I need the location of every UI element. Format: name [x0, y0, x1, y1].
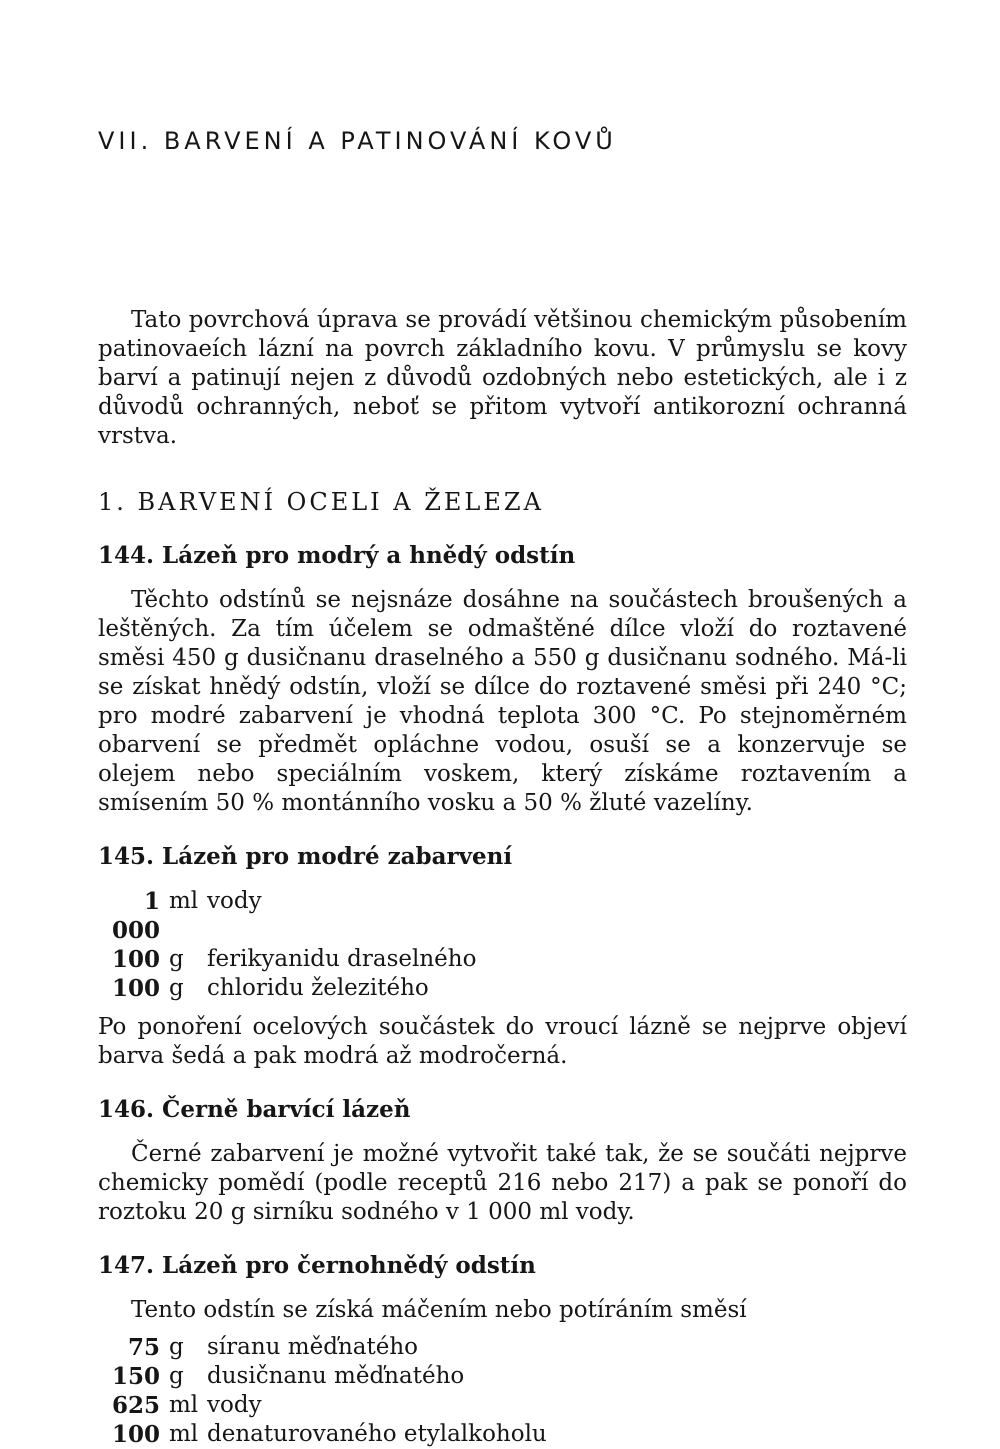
- ingredient-unit: g: [169, 975, 184, 1001]
- ingredient-quantity: 1 000: [111, 888, 160, 944]
- ingredient-unit: ml: [169, 1392, 199, 1418]
- ingredient-quantity: 75: [127, 1334, 160, 1361]
- ingredient-row: [98, 974, 907, 1003]
- section-heading: 1. BARVENÍ OCELI A ŽELEZA: [98, 488, 544, 516]
- recipe-145-heading: 145. Lázeň pro modré zabarvení: [98, 843, 513, 870]
- ingredient-list-145: [98, 887, 907, 1003]
- ingredient-name: chloridu železitého: [207, 975, 429, 1001]
- ingredient-unit: ml: [169, 888, 199, 914]
- recipe-144-heading: 144. Lázeň pro modrý a hnědý odstín: [98, 542, 576, 569]
- ingredient-row: [98, 1420, 907, 1449]
- ingredient-name: ferikyanidu draselného: [207, 946, 477, 972]
- ingredient-row: [98, 1391, 907, 1420]
- recipe-146-paragraph: Černé zabarvení je možné vytvořit také tak, že se součáti nejprve chemicky pomědí (podle receptů 216 nebo 217) a pak se ponoří do roztoku 20 g sirníku sodného v 1 000 ml vody.: [98, 1141, 907, 1225]
- ingredient-unit: g: [169, 946, 184, 972]
- ingredient-row: [98, 887, 907, 945]
- ingredient-unit: g: [169, 1334, 184, 1360]
- ingredient-name: vody: [207, 1392, 262, 1418]
- ingredient-quantity: 150: [111, 1363, 160, 1390]
- ingredient-unit: ml: [169, 1421, 199, 1447]
- ingredient-row: [98, 1362, 907, 1391]
- ingredient-unit: g: [169, 1363, 184, 1389]
- ingredient-name: vody: [207, 888, 262, 914]
- ingredient-row: [98, 945, 907, 974]
- recipe-146-heading: 146. Černě barvící lázeň: [98, 1096, 411, 1123]
- intro-paragraph: Tato povrchová úprava se provádí většinou chemickým působením patinovaeích lázní na povrch základního kovu. V průmyslu se kovy barví a patinují nejen z důvodů ozdobných nebo estetických, ale i z důvodů ochranných, neboť se přitom vytvoří antikorozní ochranná vrstva.: [98, 307, 907, 449]
- recipe-147-heading: 147. Lázeň pro černohnědý odstín: [98, 1252, 536, 1279]
- ingredient-list-147: [98, 1333, 907, 1449]
- ingredient-quantity: 625: [111, 1392, 160, 1419]
- ingredient-name: dusičnanu měďnatého: [207, 1363, 465, 1389]
- recipe-144-paragraph: Těchto odstínů se nejsnáze dosáhne na součástech broušených a leštěných. Za tím účelem se odmaštěné dílce vloží do roztavené směsi 450 g dusičnanu draselného a 550 g dusičnanu sodného. Má-li se získat hnědý odstín, vloží se dílce do roztavené směsi při 240 °C; pro modré zabarvení je vhodná teplota 300 °C. Po stejnoměrném obarvení se předmět opláchne vodou, osuší se a konzervuje se olejem nebo speciálním voskem, který získáme roztavením a smísením 50 % montánního vosku a 50 % žluté vazelíny.: [98, 587, 907, 816]
- ingredient-quantity: 100: [111, 946, 160, 973]
- ingredient-name: denaturovaného etylalkoholu: [207, 1421, 547, 1447]
- recipe-147-intro-line: Tento odstín se získá máčením nebo potíráním směsí: [131, 1297, 747, 1323]
- ingredient-row: [98, 1333, 907, 1362]
- ingredient-name: síranu měďnatého: [207, 1334, 418, 1360]
- ingredient-quantity: 100: [111, 1421, 160, 1448]
- ingredient-quantity: 100: [111, 975, 160, 1002]
- recipe-145-paragraph: Po ponoření ocelových součástek do vroucí lázně se nejprve objeví barva šedá a pak modrá až modročerná.: [98, 1014, 907, 1069]
- chapter-title: VII. BARVENÍ A PATINOVÁNÍ KOVŮ: [98, 127, 617, 155]
